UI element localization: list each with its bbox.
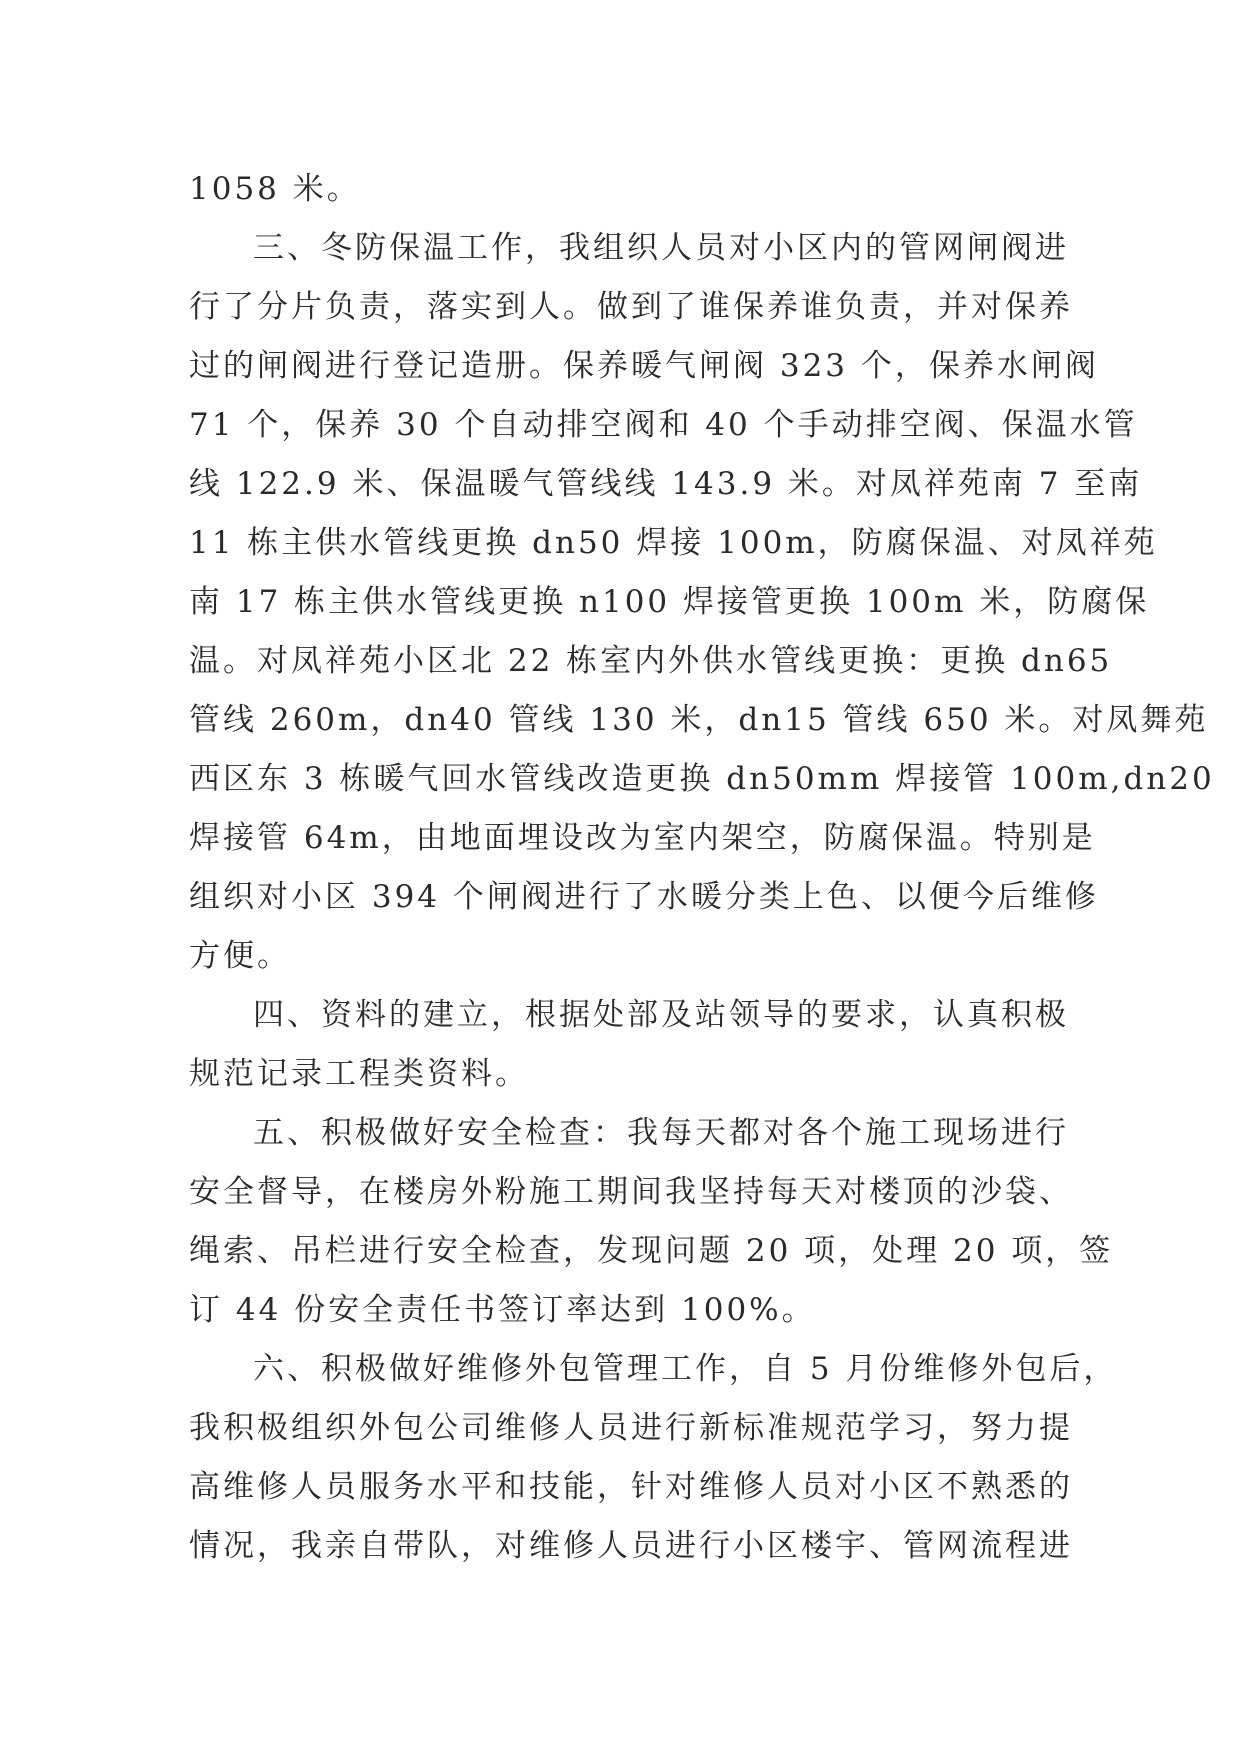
paragraph-6-line: 情况，我亲自带队，对维修人员进行小区楼宇、管网流程进 [189, 1528, 1073, 1564]
paragraph-3-line: 温。对凤祥苑小区北 22 栋室内外供水管线更换：更换 dn65 [189, 643, 1113, 679]
document-body [189, 160, 1215, 1576]
paragraph-6-line: 高维修人员服务水平和技能，针对维修人员对小区不熟悉的 [189, 1469, 1073, 1505]
paragraph-4-line: 四、资料的建立，根据处部及站领导的要求，认真积极 [253, 997, 1069, 1033]
paragraph-3-line: 71 个，保养 30 个自动排空阀和 40 个手动排空阀、保温水管 [189, 407, 1138, 443]
paragraph-3-line: 组织对小区 394 个闸阀进行了水暖分类上色、以便今后维修 [189, 879, 1099, 915]
paragraph-3-line: 三、冬防保温工作，我组织人员对小区内的管网闸阀进 [253, 230, 1069, 266]
paragraph-5-line: 五、积极做好安全检查：我每天都对各个施工现场进行 [253, 1115, 1069, 1151]
paragraph-6-line: 我积极组织外包公司维修人员进行新标准规范学习，努力提 [189, 1410, 1073, 1446]
paragraph-3-line: 线 122.9 米、保温暖气管线线 143.9 米。对凤祥苑南 7 至南 [189, 466, 1143, 502]
paragraph-3-line: 南 17 栋主供水管线更换 n100 焊接管更换 100m 米，防腐保 [189, 584, 1150, 620]
paragraph-6-line: 六、积极做好维修外包管理工作，自 5 月份维修外包后， [253, 1351, 1118, 1387]
paragraph-4-line: 规范记录工程类资料。 [189, 1056, 529, 1092]
paragraph-5-line: 订 44 份安全责任书签订率达到 100%。 [189, 1292, 816, 1328]
paragraph-3-line: 西区东 3 栋暖气回水管线改造更换 dn50mm 焊接管 100m,dn20 [189, 761, 1215, 797]
paragraph-3-line: 焊接管 64m，由地面埋设改为室内架空，防腐保温。特别是 [189, 820, 1096, 856]
paragraph-3-line: 过的闸阀进行登记造册。保养暖气闸阀 323 个，保养水闸阀 [189, 348, 1099, 384]
paragraph-3-line: 管线 260m，dn40 管线 130 米，dn15 管线 650 米。对凤舞苑 [189, 702, 1209, 738]
paragraph-3-line: 行了分片负责，落实到人。做到了谁保养谁负责，并对保养 [189, 289, 1073, 325]
paragraph-3-line: 11 栋主供水管线更换 dn50 焊接 100m，防腐保温、对凤祥苑 [189, 525, 1158, 561]
paragraph-5-line: 安全督导，在楼房外粉施工期间我坚持每天对楼顶的沙袋、 [189, 1174, 1073, 1210]
paragraph-5-line: 绳索、吊栏进行安全检查，发现问题 20 项，处理 20 项，签 [189, 1233, 1114, 1269]
text-line: 1058 米。 [189, 171, 361, 207]
paragraph-3-line: 方便。 [189, 938, 291, 974]
